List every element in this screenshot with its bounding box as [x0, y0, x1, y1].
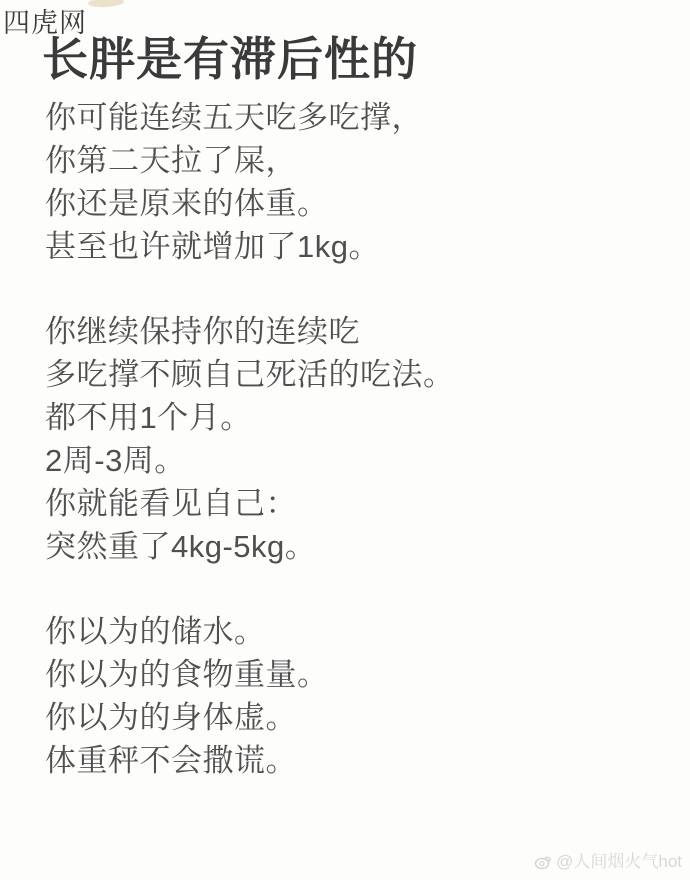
text-line: 甚至也许就增加了1kg。	[45, 229, 380, 264]
author-watermark	[534, 851, 682, 873]
text-line: 你以为的食物重量。	[45, 657, 329, 692]
text-line: 2周-3周。	[45, 443, 186, 478]
text-line: 突然重了4kg-5kg。	[45, 529, 317, 564]
text-line: 你可能连续五天吃多吃撑，	[45, 100, 423, 135]
top-edge-smudge	[88, 0, 124, 8]
author-watermark-text: @人间烟火气hot	[556, 852, 682, 871]
text-line: 体重秤不会撒谎。	[45, 743, 297, 778]
paragraph	[45, 96, 670, 268]
text-line: 你第二天拉了屎，	[45, 143, 297, 178]
paragraph	[45, 310, 670, 568]
text-line: 你以为的身体虚。	[45, 700, 297, 735]
site-watermark: 四虎网	[3, 8, 87, 38]
post-title: 长胖是有滞后性的	[42, 33, 418, 85]
paragraph	[45, 610, 670, 782]
post-body	[45, 96, 670, 782]
weibo-icon	[534, 853, 552, 871]
text-line: 你继续保持你的连续吃	[45, 314, 360, 349]
text-line: 都不用1个月。	[45, 400, 252, 435]
text-line: 多吃撑不顾自己死活的吃法。	[45, 357, 455, 392]
text-line: 你就能看见自己：	[45, 486, 297, 521]
text-line: 你还是原来的体重。	[45, 186, 329, 221]
text-line: 你以为的储水。	[45, 614, 266, 649]
